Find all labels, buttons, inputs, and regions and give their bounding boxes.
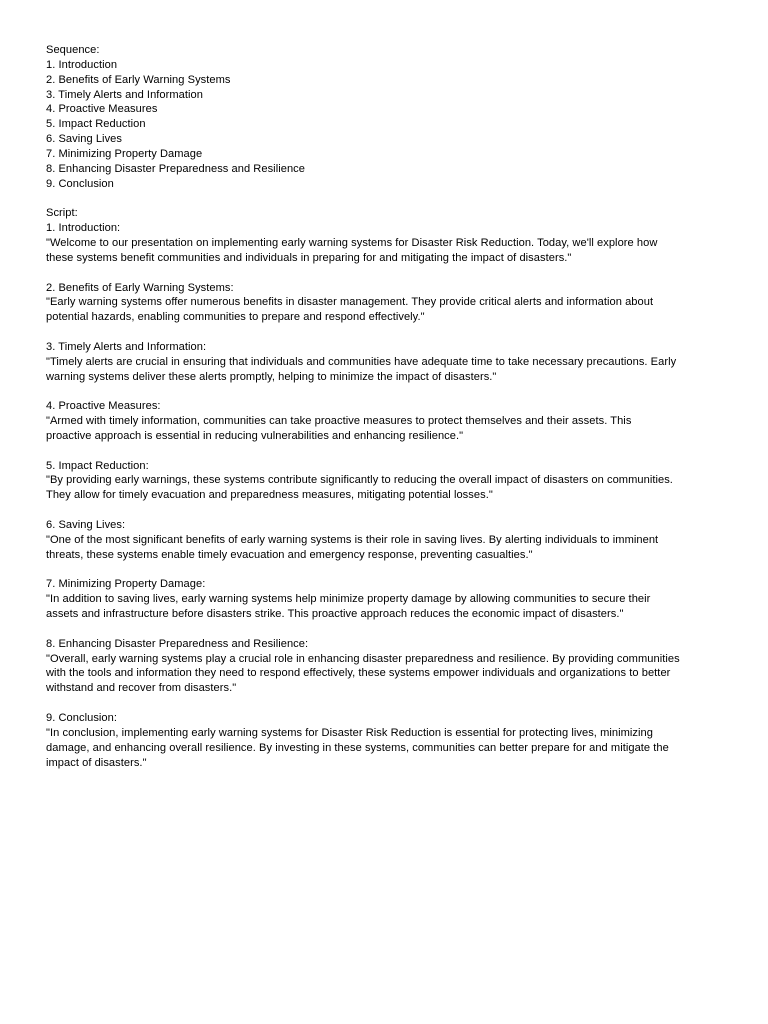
- script-part-line: "Armed with timely information, communities can take proactive measures to protect themselves and their assets. This: [46, 415, 632, 428]
- script-part-line: "By providing early warnings, these systems contribute significantly to reducing the overall impact of disasters on communities.: [46, 474, 673, 487]
- sequence-item: 2. Benefits of Early Warning Systems: [46, 73, 231, 86]
- script-part-line: threats, these systems enable timely evacuation and emergency response, preventing casualties.": [46, 548, 533, 561]
- script-part-title: 1. Introduction:: [46, 222, 121, 235]
- spacer: [46, 384, 726, 399]
- sequence-item: 6. Saving Lives: [46, 133, 122, 146]
- spacer: [46, 444, 726, 459]
- script-part-line: "In conclusion, implementing early warning systems for Disaster Risk Reduction is essential for protecting lives, minimizing: [46, 726, 653, 739]
- script-part-title: 4. Proactive Measures:: [46, 400, 161, 413]
- script-part-line: "Welcome to our presentation on implementing early warning systems for Disaster Risk Reduction. Today, we'll explore how: [46, 236, 658, 249]
- script-part-conclusion: [46, 711, 726, 770]
- script-part-line: impact of disasters.": [46, 756, 147, 769]
- script-part-line: "One of the most significant benefits of early warning systems is their role in saving lives. By alerting individuals to imminent: [46, 533, 659, 546]
- script-part-line: "Early warning systems offer numerous benefits in disaster management. They provide critical alerts and information about: [46, 296, 654, 309]
- spacer: [46, 622, 726, 637]
- script-part-title: 2. Benefits of Early Warning Systems:: [46, 281, 234, 294]
- document-page: [46, 43, 726, 770]
- sequence-item: 7. Minimizing Property Damage: [46, 147, 203, 160]
- script-heading: Script:: [46, 207, 78, 220]
- script-part-line: "Timely alerts are crucial in ensuring that individuals and communities have adequate time to take necessary precautions. Early: [46, 355, 677, 368]
- script-part-title: 5. Impact Reduction:: [46, 459, 149, 472]
- sequence-item: 3. Timely Alerts and Information: [46, 88, 203, 101]
- sequence-section: [46, 43, 726, 191]
- script-part-proactive-measures: [46, 399, 726, 444]
- sequence-item: 1. Introduction: [46, 58, 118, 71]
- script-part-line: They allow for timely evacuation and preparedness measures, mitigating potential losses.": [46, 489, 493, 502]
- script-part-line: with the tools and information they need to respond effectively, these systems empower individuals and organizations to better: [46, 667, 671, 680]
- script-part-preparedness: [46, 637, 726, 696]
- script-part-line: these systems benefit communities and individuals in preparing for and mitigating the impact of disasters.": [46, 251, 572, 264]
- sequence-item: 4. Proactive Measures: [46, 103, 158, 116]
- sequence-item: 5. Impact Reduction: [46, 118, 146, 131]
- script-part-title: 9. Conclusion:: [46, 711, 117, 724]
- script-section: [46, 206, 726, 770]
- sequence-item: 8. Enhancing Disaster Preparedness and Resilience: [46, 162, 305, 175]
- script-part-property-damage: [46, 577, 726, 622]
- script-part-line: proactive approach is essential in reducing vulnerabilities and enhancing resilience.": [46, 429, 464, 442]
- script-part-saving-lives: [46, 518, 726, 563]
- script-part-title: 8. Enhancing Disaster Preparedness and Resilience:: [46, 637, 309, 650]
- script-part-line: warning systems deliver these alerts promptly, helping to minimize the impact of disasters.": [46, 370, 497, 383]
- script-part-line: potential hazards, enabling communities to prepare and respond effectively.": [46, 311, 425, 324]
- spacer: [46, 266, 726, 281]
- script-part-line: withstand and recover from disasters.": [46, 682, 237, 695]
- spacer: [46, 191, 726, 206]
- script-part-title: 6. Saving Lives:: [46, 519, 126, 531]
- script-part-title: 3. Timely Alerts and Information:: [46, 340, 207, 353]
- script-part-impact-reduction: [46, 459, 726, 504]
- sequence-heading: Sequence:: [46, 44, 100, 56]
- script-part-benefits: [46, 281, 726, 326]
- spacer: [46, 563, 726, 578]
- spacer: [46, 325, 726, 340]
- spacer: [46, 503, 726, 518]
- script-part-line: "In addition to saving lives, early warning systems help minimize property damage by allowing communities to secure their: [46, 593, 651, 606]
- script-part-line: "Overall, early warning systems play a crucial role in enhancing disaster preparedness and resilience. By providing communities: [46, 652, 680, 665]
- script-part-line: damage, and enhancing overall resilience. By investing in these systems, communities can better prepare for and mitigate the: [46, 741, 669, 754]
- script-part-title: 7. Minimizing Property Damage:: [46, 578, 206, 591]
- script-part-line: assets and infrastructure before disasters strike. This proactive approach reduces the economic impact of disasters.": [46, 608, 624, 621]
- script-part-timely-alerts: [46, 340, 726, 385]
- sequence-item: 9. Conclusion: [46, 177, 114, 190]
- spacer: [46, 696, 726, 711]
- script-part-introduction: [46, 221, 726, 266]
